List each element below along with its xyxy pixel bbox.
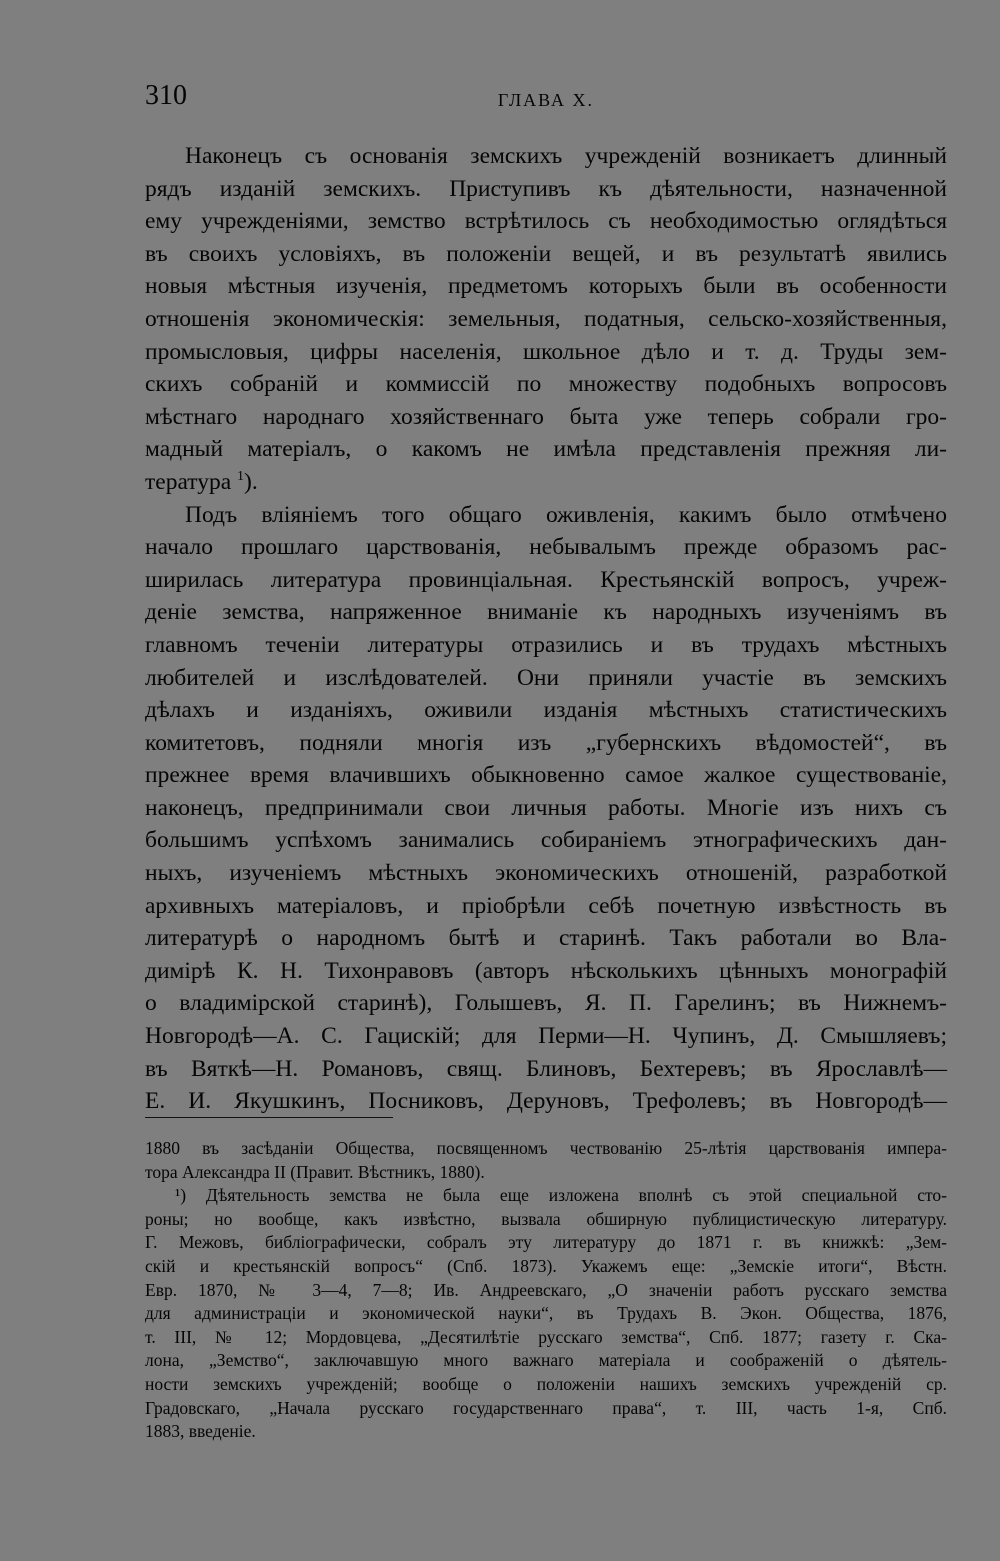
body-line: Новгородѣ—А. С. Гацискій; для Перми—Н. Чупинъ, Д. Смышляевъ;	[145, 1023, 947, 1050]
body-line: Е. И. Якушкинъ, Посниковъ, Деруновъ, Трефолевъ; въ Новгородѣ—	[145, 1088, 947, 1115]
body-line: въ своихъ условіяхъ, въ положеніи вещей, и въ результатѣ явились	[145, 240, 947, 267]
body-line: новыя мѣстныя изученія, предметомъ которыхъ были въ особенности	[145, 273, 947, 300]
body-line: ныхъ, изученіемъ мѣстныхъ экономическихъ отношеній, разработкой	[145, 860, 947, 887]
footnote-line: 1880 въ засѣданіи Общества, посвященномъ чествованію 25-лѣтія царствованія импера-	[145, 1138, 947, 1158]
footnote-line: Градовскаго, „Начала русскаго государственнаго права“, т. III, часть 1-я, Спб.	[145, 1397, 947, 1418]
body-line: любителей и изслѣдователей. Они приняли участіе въ земскихъ	[145, 664, 947, 691]
body-line: рядъ изданій земскихъ. Приступивъ къ дѣятельности, назначенной	[145, 175, 947, 202]
body-line: димірѣ К. Н. Тихонравовъ (авторъ нѣсколькихъ цѣнныхъ монографій	[145, 957, 947, 984]
body-line: скихъ собраній и коммиссій по множеству подобныхъ вопросовъ	[145, 371, 947, 398]
footnote-line: скій и крестьянскій вопросъ“ (Спб. 1873). Укажемъ еще: „Земскіе итоги“, Вѣстн.	[145, 1255, 947, 1276]
body-line: архивныхъ матеріаловъ, и пріобрѣли себѣ почетную извѣстность въ	[145, 892, 947, 919]
footnote-line: Г. Межовъ, библіографически, собралъ эту литературу до 1871 г. въ книжкѣ: „Зем-	[145, 1232, 947, 1253]
body-line: литературѣ о народномъ бытѣ и старинѣ. Такъ работали во Вла-	[145, 925, 947, 952]
body-line: прежнее время влачившихъ обыкновенно самое жалкое существованіе,	[145, 762, 947, 789]
body-line-text: тература	[145, 468, 232, 495]
body-line: мѣстнаго народнаго хозяйственнаго быта уже теперь собрали гро-	[145, 403, 947, 430]
footnote-line: т. III, № 12; Мордовцева, „Десятилѣтіе русскаго земства“, Спб. 1877; газету г. Ска-	[145, 1326, 947, 1347]
running-title: ГЛАВА X.	[497, 90, 595, 110]
body-line: ширилась литература провинціальная. Крестьянскій вопросъ, учреж-	[145, 566, 947, 593]
footnote-line: для администраціи и экономической науки“, въ Трудахъ В. Экон. Общества, 1876,	[145, 1303, 947, 1324]
footnote-line: лона, „Земство“, заключавшую много важнаго матеріала и соображеній о дѣятель-	[145, 1350, 947, 1371]
body-line: въ Вяткѣ—Н. Романовъ, свящ. Блиновъ, Бехтеревъ; въ Ярославлѣ—	[145, 1055, 947, 1082]
body-line: дѣлахъ и изданіяхъ, оживили изданія мѣстныхъ статистическихъ	[145, 697, 947, 724]
page-number: 310	[145, 80, 187, 111]
body-line: ему учрежденіями, земство встрѣтилось съ необходимостью оглядѣться	[145, 208, 947, 235]
body-line: промысловыя, цифры населенія, школьное дѣло и т. д. Труды зем-	[145, 338, 947, 365]
body-line: отношенія экономическія: земельныя, податныя, сельско-хозяйственныя,	[145, 305, 947, 332]
main-text	[145, 140, 947, 1118]
body-line: большимъ успѣхомъ занимались собираніемъ этнографическихъ дан-	[145, 827, 947, 854]
page-header	[145, 80, 947, 120]
footnote-line: тора Александра II (Правит. Вѣстникъ, 1880).	[145, 1161, 485, 1182]
body-line: наконецъ, предпринимали свои личныя работы. Многіе изъ нихъ съ	[145, 794, 947, 821]
footnotes	[145, 1137, 947, 1444]
body-line: Наконецъ съ основанія земскихъ учрежденій возникаетъ длинный	[185, 143, 947, 169]
body-line: начало прошлаго царствованія, небывалымъ прежде образомъ рас-	[145, 534, 947, 561]
body-line: деніе земства, напряженное вниманіе къ народныхъ изученіямъ въ	[145, 599, 947, 626]
body-line: комитетовъ, подняли многія изъ „губернскихъ вѣдомостей“, въ	[145, 729, 947, 756]
footnote-divider	[145, 1117, 393, 1118]
footnote-line: Евр. 1870, № 3—4, 7—8; Ив. Андреевскаго, „О значеніи работъ русскаго земства	[145, 1279, 947, 1300]
footnote-marker: 1	[237, 469, 245, 485]
body-line: о владимірской старинѣ), Голышевъ, Я. П. Гарелинъ; въ Нижнемъ-	[145, 990, 947, 1017]
body-line: мадный матеріалъ, о какомъ не имѣла представленія прежняя ли-	[145, 436, 947, 463]
body-line-with-footnote	[145, 466, 947, 499]
footnote-line: ности земскихъ учрежденій; вообще о положеніи нашихъ земскихъ учрежденій ср.	[145, 1373, 947, 1394]
footnote-line: роны; но вообще, какъ извѣстно, вызвала обширную публицистическую литературу.	[145, 1208, 947, 1229]
footnote-line: ¹) Дѣятельность земства не была еще изложена вполнѣ съ этой специальной сто-	[175, 1185, 947, 1206]
body-line: Подъ вліяніемъ того общаго оживленія, какимъ было отмѣчено	[185, 501, 947, 528]
body-line: главномъ теченіи литературы отразились и въ трудахъ мѣстныхъ	[145, 631, 947, 658]
footnote-line: 1883, введеніе.	[145, 1421, 256, 1442]
footnote-ref-closing: ).	[244, 468, 258, 495]
